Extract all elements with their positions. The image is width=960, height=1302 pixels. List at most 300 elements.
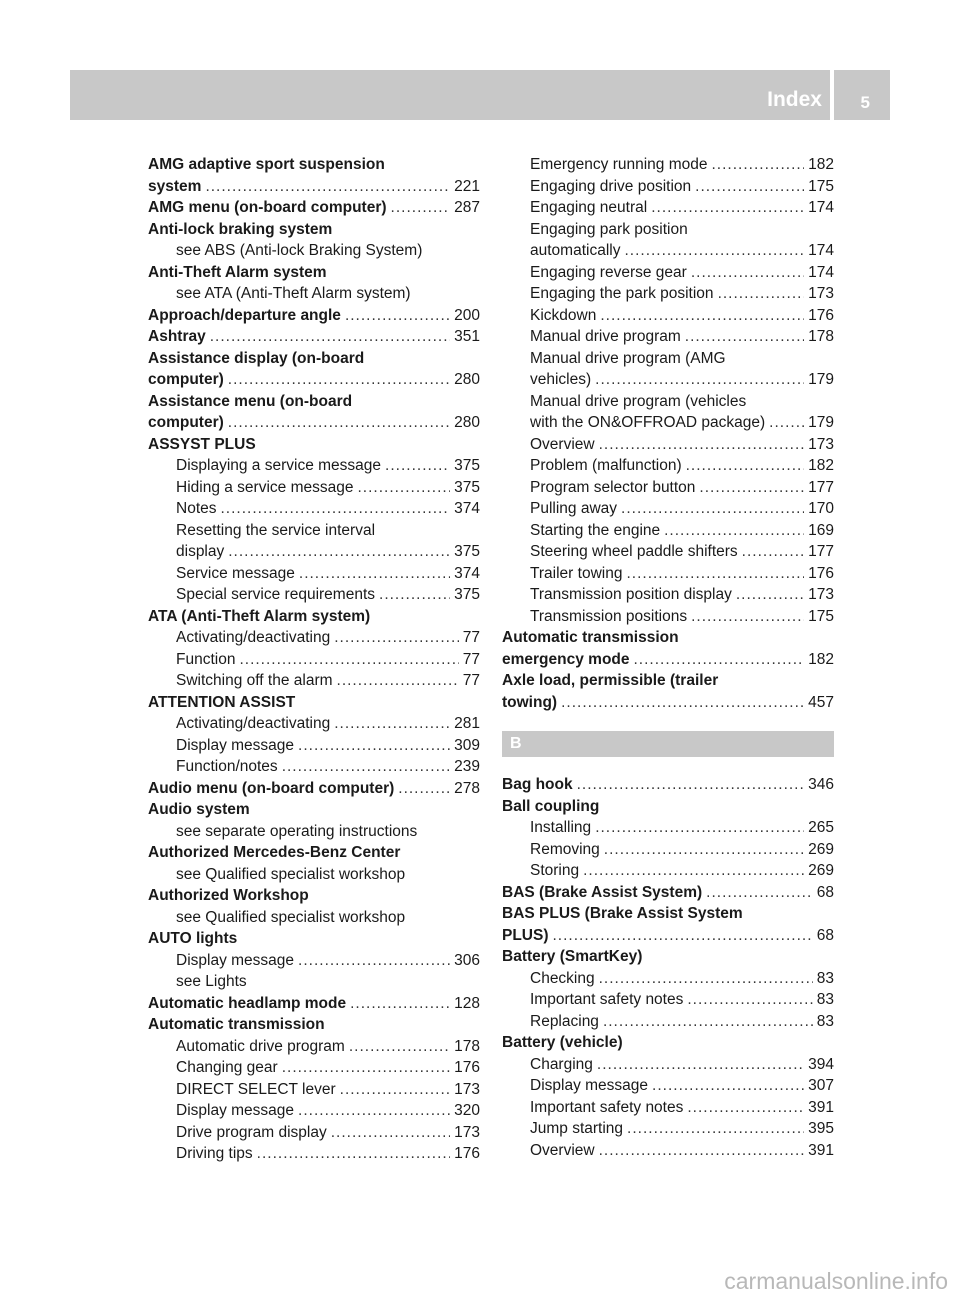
index-column-left — [148, 154, 480, 1165]
page-reference[interactable]: 394 — [808, 1055, 834, 1073]
leader-dots — [634, 649, 805, 671]
page-reference[interactable]: 395 — [808, 1120, 834, 1137]
page-reference[interactable]: 174 — [808, 263, 834, 281]
index-subentry — [148, 670, 480, 692]
index-subentry — [148, 541, 480, 563]
entry-text: Activating/deactivating — [176, 629, 331, 646]
entry-text: Automatic transmission — [148, 1016, 325, 1033]
index-subentry — [502, 197, 834, 219]
leader-dots — [736, 584, 804, 606]
page-reference[interactable]: 346 — [808, 776, 834, 793]
leader-dots — [221, 498, 451, 520]
page-reference[interactable]: 269 — [808, 862, 834, 879]
entry-text: BAS (Brake Assist System) — [502, 883, 703, 901]
leader-dots — [205, 176, 450, 198]
entry-text: Jump starting — [530, 1120, 624, 1137]
index-entry — [148, 692, 480, 714]
index-entry — [148, 176, 480, 198]
page-reference[interactable]: 174 — [808, 242, 834, 259]
entry-text: Axle load, permissible (trailer — [502, 672, 719, 689]
index-subentry — [148, 756, 480, 778]
index-subentry — [502, 1118, 834, 1140]
leader-dots — [239, 649, 458, 671]
leader-dots — [706, 882, 813, 904]
entry-text: Audio system — [148, 801, 250, 818]
page-reference[interactable]: 83 — [816, 969, 834, 987]
index-subentry — [502, 176, 834, 198]
index-entry — [148, 262, 480, 284]
index-subentry — [502, 520, 834, 542]
leader-dots — [691, 262, 804, 284]
header-divider — [830, 70, 834, 120]
index-subentry — [502, 606, 834, 628]
page-reference[interactable]: 175 — [808, 607, 834, 625]
entry-text: Removing — [530, 840, 600, 858]
index-entry — [502, 670, 834, 692]
index-subentry — [502, 240, 834, 262]
entry-text: Automatic headlamp mode — [148, 994, 347, 1012]
entry-text: Anti-lock braking system — [148, 220, 333, 238]
page-reference[interactable]: 182 — [808, 457, 834, 474]
index-subentry — [502, 1011, 834, 1033]
index-subentry — [148, 821, 480, 843]
index-entry — [148, 391, 480, 413]
leader-dots — [340, 1079, 450, 1101]
leader-dots — [685, 326, 804, 348]
entry-text: Engaging drive position — [530, 177, 692, 195]
leader-dots — [577, 774, 805, 796]
leader-dots — [561, 692, 804, 714]
index-entry — [502, 1032, 834, 1054]
entry-text: Engaging reverse gear — [530, 263, 687, 281]
leader-dots — [391, 197, 451, 219]
entry-text: Function — [176, 650, 236, 668]
entry-text: Activating/deactivating — [176, 715, 331, 732]
entry-text: Assistance menu (on-board — [148, 392, 353, 410]
entry-text: Assistance display (on-board — [148, 349, 365, 367]
page-reference[interactable]: 175 — [808, 177, 834, 195]
page-reference[interactable]: 375 — [454, 586, 480, 603]
index-subentry — [502, 305, 834, 327]
page-reference[interactable]: 174 — [808, 199, 834, 216]
leader-dots — [712, 154, 805, 176]
index-entry — [502, 627, 834, 649]
leader-dots — [603, 1011, 813, 1033]
page-reference[interactable]: 173 — [454, 1080, 480, 1098]
entry-text: towing) — [502, 693, 558, 711]
leader-dots — [718, 283, 805, 305]
page-reference[interactable]: 182 — [808, 650, 834, 668]
leader-dots — [769, 412, 804, 434]
page-reference[interactable]: 83 — [816, 991, 834, 1008]
header-bar — [70, 70, 890, 120]
entry-text: Display message — [530, 1077, 649, 1094]
leader-dots — [599, 1140, 805, 1162]
leader-dots — [282, 1057, 450, 1079]
index-subentry — [502, 326, 834, 348]
entry-text: Approach/departure angle — [148, 306, 341, 324]
entry-text: Engaging neutral — [530, 199, 648, 216]
entry-text: ATA (Anti-Theft Alarm system) — [148, 607, 371, 625]
page-reference[interactable]: 77 — [462, 672, 480, 689]
entry-text: Important safety notes — [530, 991, 684, 1008]
page-reference[interactable]: 182 — [808, 156, 834, 173]
leader-dots — [624, 240, 804, 262]
entry-text: vehicles) — [530, 371, 592, 388]
entry-text: Installing — [530, 819, 592, 836]
leader-dots — [626, 563, 804, 585]
entry-text: Display message — [176, 1102, 295, 1119]
page-reference[interactable]: 375 — [454, 478, 480, 496]
page-reference[interactable]: 457 — [808, 693, 834, 711]
index-entry — [148, 799, 480, 821]
index-subentry — [502, 817, 834, 839]
index-subentry — [502, 1054, 834, 1076]
page-reference[interactable]: 176 — [808, 564, 834, 582]
index-subentry — [148, 1057, 480, 1079]
page-reference[interactable]: 374 — [454, 564, 480, 582]
index-subentry — [148, 1143, 480, 1165]
leader-dots — [334, 627, 459, 649]
index-subentry — [148, 584, 480, 606]
page-reference[interactable]: 173 — [808, 435, 834, 453]
leader-dots — [257, 1143, 450, 1165]
entry-text: Charging — [530, 1055, 593, 1073]
page-reference[interactable]: 169 — [808, 521, 834, 539]
index-subentry — [502, 154, 834, 176]
index-entry — [148, 326, 480, 348]
entry-text: Ashtray — [148, 328, 206, 345]
index-subentry — [502, 1140, 834, 1162]
index-subentry — [148, 1122, 480, 1144]
page-reference[interactable]: 178 — [454, 1037, 480, 1055]
index-subentry — [502, 989, 834, 1011]
leader-dots — [282, 756, 450, 778]
index-entry — [148, 369, 480, 391]
leader-dots — [686, 455, 805, 477]
entry-text: Overview — [530, 1141, 595, 1159]
entry-text: display — [176, 543, 225, 560]
leader-dots — [298, 735, 450, 757]
leader-dots — [695, 176, 804, 198]
page-title: Index — [767, 88, 822, 111]
index-subentry — [502, 455, 834, 477]
index-entry — [148, 197, 480, 219]
leader-dots — [385, 455, 450, 477]
entry-text: Driving tips — [176, 1145, 253, 1162]
index-column-right — [502, 154, 834, 1161]
leader-dots — [331, 1122, 450, 1144]
page-reference[interactable]: 269 — [808, 840, 834, 858]
index-subentry — [502, 283, 834, 305]
leader-dots — [599, 434, 805, 456]
index-group-b — [502, 774, 834, 1161]
index-subentry — [148, 735, 480, 757]
leader-dots — [664, 520, 804, 542]
leader-dots — [350, 993, 450, 1015]
entry-text: see Qualified specialist workshop — [176, 908, 406, 926]
leader-dots — [337, 670, 459, 692]
page-reference[interactable]: 306 — [454, 951, 480, 969]
entry-text: Manual drive program — [530, 328, 681, 345]
entry-text: Special service requirements — [176, 586, 376, 603]
leader-dots — [687, 1097, 804, 1119]
index-subentry — [148, 455, 480, 477]
index-entry — [148, 434, 480, 456]
index-subentry — [148, 1079, 480, 1101]
index-subentry — [148, 498, 480, 520]
index-entry — [148, 606, 480, 628]
page-reference[interactable]: 374 — [454, 500, 480, 517]
index-subentry — [502, 541, 834, 563]
entry-text: Hiding a service message — [176, 478, 354, 496]
page-reference[interactable]: 221 — [454, 177, 480, 195]
entry-text: Drive program display — [176, 1123, 327, 1141]
index-entry — [502, 882, 834, 904]
index-subentry — [148, 649, 480, 671]
index-entry — [148, 885, 480, 907]
leader-dots — [652, 1075, 804, 1097]
entry-text: system — [148, 177, 202, 195]
page-reference[interactable]: 178 — [808, 328, 834, 345]
entry-text: Engaging park position — [530, 220, 688, 238]
page-reference[interactable]: 173 — [808, 285, 834, 302]
index-entry — [148, 993, 480, 1015]
entry-text: Displaying a service message — [176, 457, 382, 474]
entry-text: Overview — [530, 435, 595, 453]
entry-text: Anti-Theft Alarm system — [148, 263, 327, 281]
entry-text: Battery (vehicle) — [502, 1034, 623, 1051]
entry-text: Problem (malfunction) — [530, 457, 682, 474]
leader-dots — [687, 989, 812, 1011]
entry-text: Replacing — [530, 1012, 599, 1030]
index-subentry — [502, 348, 834, 370]
leader-dots — [583, 860, 804, 882]
page-reference[interactable]: 77 — [462, 650, 480, 668]
page-number: 5 — [860, 93, 870, 112]
entry-text: Authorized Workshop — [148, 887, 309, 904]
entry-text: Important safety notes — [530, 1098, 684, 1116]
index-subentry — [502, 477, 834, 499]
page-reference[interactable]: 173 — [808, 586, 834, 603]
index-subentry — [502, 584, 834, 606]
entry-text: Kickdown — [530, 306, 597, 324]
page-reference[interactable]: 128 — [454, 994, 480, 1012]
entry-text: Automatic drive program — [176, 1037, 345, 1055]
index-subentry — [148, 950, 480, 972]
entry-text: see ATA (Anti-Theft Alarm system) — [176, 285, 411, 302]
page-reference[interactable]: 176 — [454, 1059, 480, 1076]
entry-text: ATTENTION ASSIST — [148, 693, 296, 711]
entry-text: Steering wheel paddle shifters — [530, 543, 738, 560]
page-reference[interactable]: 391 — [808, 1141, 834, 1159]
leader-dots — [599, 968, 813, 990]
page-reference[interactable]: 179 — [808, 371, 834, 388]
index-subentry — [502, 563, 834, 585]
page-reference[interactable]: 280 — [454, 414, 480, 431]
leader-dots — [597, 1054, 804, 1076]
leader-dots — [699, 477, 804, 499]
entry-text: BAS PLUS (Brake Assist System — [502, 905, 743, 922]
entry-text: Engaging the park position — [530, 285, 714, 302]
entry-text: computer) — [148, 371, 224, 388]
leader-dots — [379, 584, 450, 606]
leader-dots — [691, 606, 804, 628]
page-reference[interactable]: 391 — [808, 1098, 834, 1116]
leader-dots — [298, 1100, 450, 1122]
index-entry — [502, 649, 834, 671]
leader-dots — [621, 498, 804, 520]
index-subentry — [502, 498, 834, 520]
index-entry — [148, 305, 480, 327]
entry-text: Automatic transmission — [502, 629, 679, 646]
entry-text: Transmission position display — [530, 586, 732, 603]
index-entry — [502, 692, 834, 714]
index-entry — [502, 796, 834, 818]
entry-text: PLUS) — [502, 926, 549, 944]
index-subentry — [148, 477, 480, 499]
page-reference[interactable]: 307 — [808, 1077, 834, 1094]
index-subentry — [148, 240, 480, 262]
index-entry — [502, 903, 834, 925]
entry-text: ASSYST PLUS — [148, 435, 256, 453]
entry-text: Changing gear — [176, 1059, 278, 1076]
leader-dots — [600, 305, 804, 327]
page-reference[interactable]: 287 — [454, 199, 480, 216]
index-entry — [148, 842, 480, 864]
section-header-b — [502, 731, 834, 757]
page-reference[interactable]: 351 — [454, 328, 480, 345]
index-entry — [502, 774, 834, 796]
entry-text: Program selector button — [530, 478, 696, 496]
entry-text: Display message — [176, 951, 295, 969]
entry-text: AMG menu (on-board computer) — [148, 199, 387, 216]
index-subentry — [148, 1100, 480, 1122]
page-reference[interactable]: 278 — [454, 779, 480, 797]
leader-dots — [604, 839, 804, 861]
entry-text: Ball coupling — [502, 797, 600, 815]
entry-text: Trailer towing — [530, 564, 623, 582]
index-subentry — [148, 971, 480, 993]
page-reference[interactable]: 77 — [462, 629, 480, 646]
index-subentry — [502, 391, 834, 413]
entry-text: Service message — [176, 564, 295, 582]
entry-text: Resetting the service interval — [176, 521, 376, 539]
index-entry — [148, 778, 480, 800]
index-entry — [148, 1014, 480, 1036]
entry-text: Starting the engine — [530, 521, 661, 539]
entry-text: automatically — [530, 242, 621, 259]
index-subentry — [502, 434, 834, 456]
leader-dots — [334, 713, 450, 735]
index-subentry — [502, 1097, 834, 1119]
leader-dots — [345, 305, 450, 327]
entry-text: Pulling away — [530, 500, 618, 517]
leader-dots — [357, 477, 450, 499]
entry-text: Authorized Mercedes-Benz Center — [148, 844, 401, 861]
index-subentry — [502, 262, 834, 284]
leader-dots — [298, 950, 450, 972]
index-subentry — [148, 907, 480, 929]
leader-dots — [398, 778, 450, 800]
index-entry — [148, 219, 480, 241]
index-group-a — [502, 154, 834, 713]
entry-text: computer) — [148, 414, 224, 431]
page-reference[interactable]: 280 — [454, 371, 480, 388]
entry-text: Storing — [530, 862, 580, 879]
index-subentry — [148, 1036, 480, 1058]
index-subentry — [148, 627, 480, 649]
section-letter: B — [510, 735, 522, 752]
index-subentry — [502, 1075, 834, 1097]
entry-text: AUTO lights — [148, 930, 238, 947]
leader-dots — [595, 817, 804, 839]
page-reference[interactable]: 309 — [454, 736, 480, 754]
entry-text: see Lights — [176, 973, 247, 990]
entry-text: Manual drive program (AMG — [530, 349, 726, 367]
index-entry — [148, 154, 480, 176]
entry-text: with the ON&OFFROAD package) — [530, 414, 766, 431]
entry-text: Battery (SmartKey) — [502, 948, 643, 965]
page-reference[interactable]: 375 — [454, 543, 480, 560]
index-subentry — [502, 968, 834, 990]
leader-dots — [228, 541, 450, 563]
watermark: carmanualsonline.info — [724, 1268, 948, 1294]
page-reference[interactable]: 239 — [454, 758, 480, 775]
index-subentry — [148, 864, 480, 886]
page-reference[interactable]: 179 — [808, 414, 834, 431]
entry-text: Checking — [530, 969, 595, 987]
entry-text: DIRECT SELECT lever — [176, 1080, 336, 1098]
entry-text: Display message — [176, 736, 295, 754]
leader-dots — [228, 412, 450, 434]
page-reference[interactable]: 177 — [808, 543, 834, 560]
page-reference[interactable]: 200 — [454, 306, 480, 324]
entry-text: Transmission positions — [530, 607, 688, 625]
page-reference[interactable]: 68 — [816, 926, 834, 944]
entry-text: AMG adaptive sport suspension — [148, 156, 385, 173]
page-reference[interactable]: 176 — [808, 306, 834, 324]
leader-dots — [228, 369, 450, 391]
index-subentry — [148, 563, 480, 585]
index-subentry — [502, 369, 834, 391]
page-reference[interactable]: 83 — [816, 1012, 834, 1030]
entry-text: see ABS (Anti-lock Braking System) — [176, 242, 423, 259]
leader-dots — [742, 541, 804, 563]
entry-text: emergency mode — [502, 650, 630, 668]
leader-dots — [299, 563, 450, 585]
page-reference[interactable]: 281 — [454, 715, 480, 732]
entry-text: Emergency running mode — [530, 156, 708, 173]
leader-dots — [210, 326, 450, 348]
index-subentry — [148, 713, 480, 735]
entry-text: see Qualified specialist workshop — [176, 865, 406, 883]
index-subentry — [148, 520, 480, 542]
leader-dots — [553, 925, 813, 947]
page-reference[interactable]: 265 — [808, 819, 834, 836]
page-reference[interactable]: 176 — [454, 1145, 480, 1162]
index-subentry — [502, 839, 834, 861]
page-reference[interactable]: 320 — [454, 1102, 480, 1119]
page-reference[interactable]: 173 — [454, 1123, 480, 1141]
index-subentry — [502, 219, 834, 241]
page-reference[interactable]: 177 — [808, 478, 834, 496]
index-entry — [148, 928, 480, 950]
page-reference[interactable]: 68 — [816, 883, 834, 901]
page-reference[interactable]: 375 — [454, 457, 480, 474]
page-reference[interactable]: 170 — [808, 500, 834, 517]
leader-dots — [627, 1118, 804, 1140]
